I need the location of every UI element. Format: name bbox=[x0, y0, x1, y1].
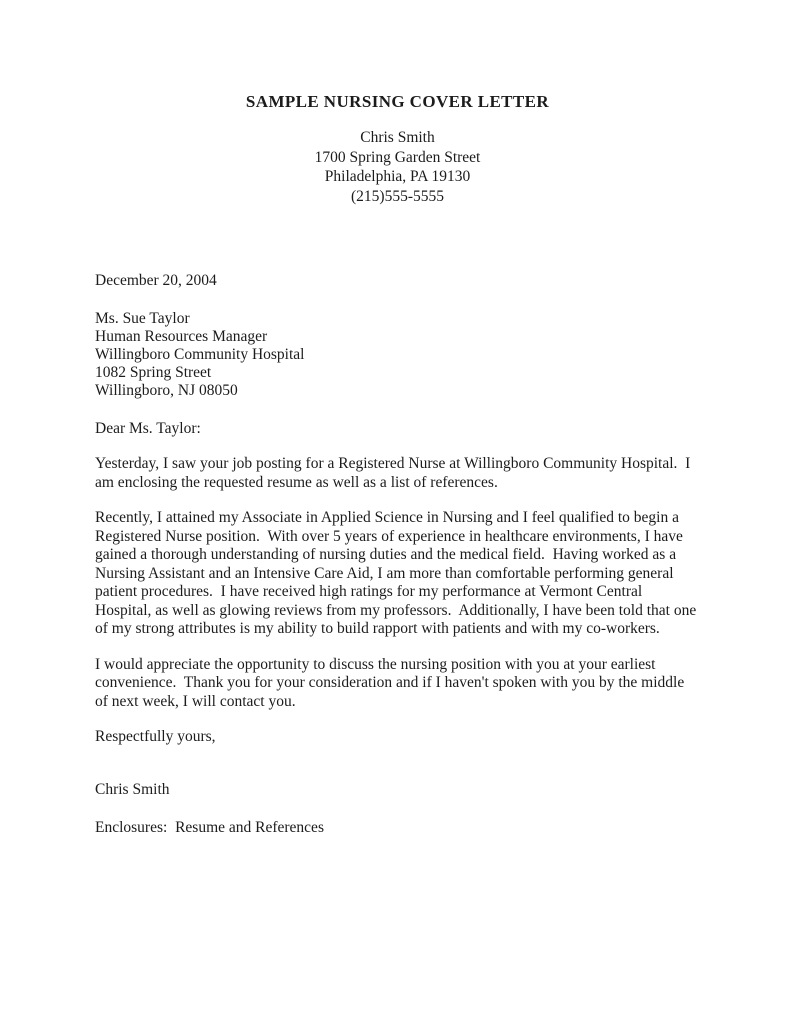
recipient-city-state-zip: Willingboro, NJ 08050 bbox=[95, 381, 238, 399]
salutation: Dear Ms. Taylor: bbox=[95, 419, 201, 437]
recipient-block bbox=[95, 310, 700, 400]
body-paragraph-2: Recently, I attained my Associate in Applied Science in Nursing and I feel qualified to begin a Registered Nurse position. With over 5 years of experience in healthcare environments, I have gained a thorough understanding of nursing duties and the medical field. Having worked as a Nursing Assistant and an Intensive Care Aid, I am more than comfortable performing general patient procedures. I have received high ratings for my performance at Vermont Central Hospital, as well as glowing reviews from my professors. Additionally, I have been told that one of my strong attributes is my ability to build rapport with patients and with my co-workers. bbox=[95, 509, 701, 637]
body-paragraph-1: Yesterday, I saw your job posting for a Registered Nurse at Willingboro Community Hospital. I am enclosing the requested resume as well as a list of references. bbox=[95, 455, 695, 491]
sender-city-state-zip: Philadelphia, PA 19130 bbox=[324, 168, 471, 185]
recipient-job-title: Human Resources Manager bbox=[95, 327, 268, 345]
letter-date: December 20, 2004 bbox=[95, 272, 217, 289]
letter-title: SAMPLE NURSING COVER LETTER bbox=[245, 92, 550, 111]
sender-block bbox=[95, 128, 700, 206]
recipient-street: 1082 Spring Street bbox=[95, 363, 212, 381]
sender-phone: (215)555-5555 bbox=[351, 187, 444, 205]
closing: Respectfully yours, bbox=[95, 728, 216, 745]
signature-name: Chris Smith bbox=[95, 780, 170, 798]
enclosures-line: Enclosures: Resume and References bbox=[95, 819, 324, 836]
sender-name: Chris Smith bbox=[360, 129, 435, 146]
body-paragraph-3: I would appreciate the opportunity to discuss the nursing position with you at your earliest convenience. Thank you for your consideration and if I haven't spoken with you by the middle of next week, I will contact you. bbox=[95, 655, 689, 710]
sender-street: 1700 Spring Garden Street bbox=[314, 148, 481, 166]
recipient-name: Ms. Sue Taylor bbox=[95, 309, 190, 327]
recipient-organization: Willingboro Community Hospital bbox=[95, 345, 305, 363]
